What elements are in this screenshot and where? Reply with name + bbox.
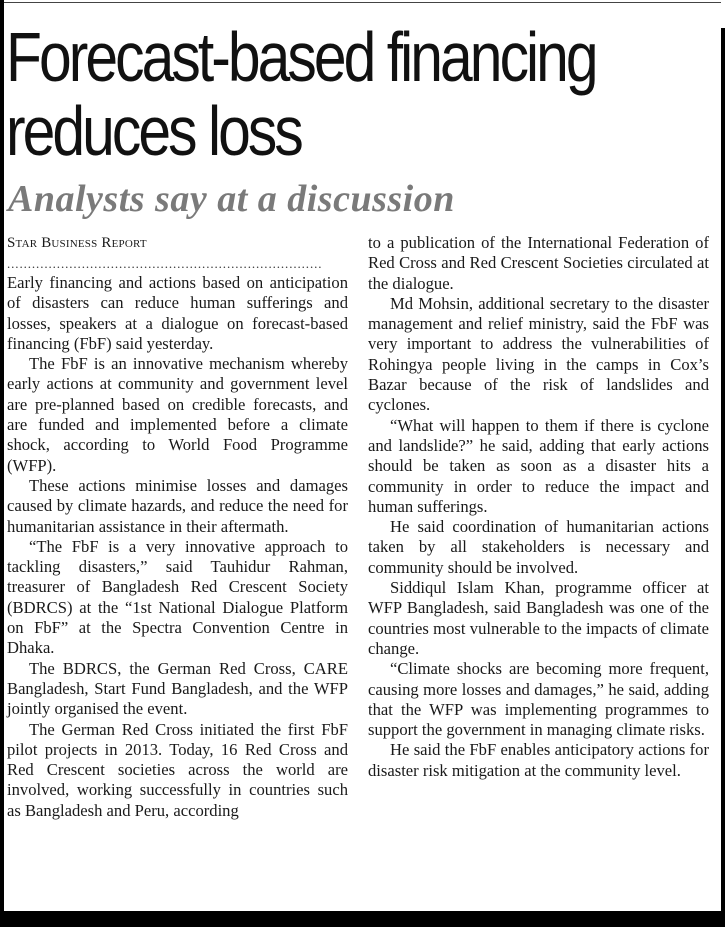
page-right-border (721, 28, 725, 927)
paragraph: Early financing and actions based on anticipation of disasters can reduce human sufferings and losses, speakers at a dialogue on forecast-based financing (FbF) said yesterday. (7, 273, 348, 353)
paragraph: “Climate shocks are becoming more frequent, causing more losses and damages,” he said, adding that the WFP was implementing programmes to support the government in managing climate risks. (368, 659, 709, 740)
byline-separator: ............................................................................ (7, 257, 323, 271)
headline-line-1: Forecast-based financing (6, 18, 596, 96)
paragraph: “The FbF is a very innovative approach to tackling disasters,” said Tauhidur Rahman, treasurer of Bangladesh Red Crescent Society (BDRCS) at the “1st National Dialogue Platform on FbF” at the Spectra Convention Centre in Dhaka. (7, 536, 348, 658)
paragraph: The BDRCS, the German Red Cross, CARE Bangladesh, Start Fund Bangladesh, and the WFP jointly organised the event. (7, 658, 348, 719)
paragraph: These actions minimise losses and damages caused by climate hazards, and reduce the need for humanitarian assistance in their aftermath. (7, 475, 348, 536)
paragraph: “What will happen to them if there is cyclone and landslide?” he said, adding that early actions should be taken as soon as a disaster hits a community in order to reduce the impact and human sufferings. (368, 415, 709, 516)
paragraph: Md Mohsin, additional secretary to the disaster management and relief ministry, said the FbF was very important to address the vulnerabilities of Rohingya people living in the camps in Cox’s Bazar because of the risk of landslides and cyclones. (368, 293, 709, 415)
paragraph: He said the FbF enables anticipatory actions for disaster risk mitigation at the community level. (368, 740, 709, 780)
article-column-left (7, 233, 348, 821)
paragraph: The German Red Cross initiated the first FbF pilot projects in 2013. Today, 16 Red Cross and Red Crescent societies across the world are involved, working successfully in countries such as Bangladesh and Peru, according (7, 719, 348, 820)
paragraph: The FbF is an innovative mechanism whereby early actions at community and government level are pre-planned based on credible forecasts, and are funded and implemented before a climate shock, according to World Food Programme (WFP). (7, 354, 348, 475)
article-column-right (368, 233, 709, 781)
top-rule (4, 2, 721, 3)
paragraph: Siddiqul Islam Khan, programme officer at WFP Bangladesh, said Bangladesh was one of the countries most vulnerable to the impacts of climate change. (368, 578, 709, 658)
headline (6, 20, 720, 168)
page-bottom-border (0, 911, 725, 927)
page-left-border (0, 0, 4, 927)
paragraph-continuation: to a publication of the International Federation of Red Cross and Red Crescent Societies circulated at the dialogue. (368, 233, 709, 293)
subheadline: Analysts say at a discussion (8, 178, 455, 220)
byline: Star Business Report (7, 235, 147, 251)
headline-line-2: reduces loss (6, 92, 301, 170)
paragraph: He said coordination of humanitarian actions taken by all stakeholders is necessary and community should be involved. (368, 517, 709, 577)
